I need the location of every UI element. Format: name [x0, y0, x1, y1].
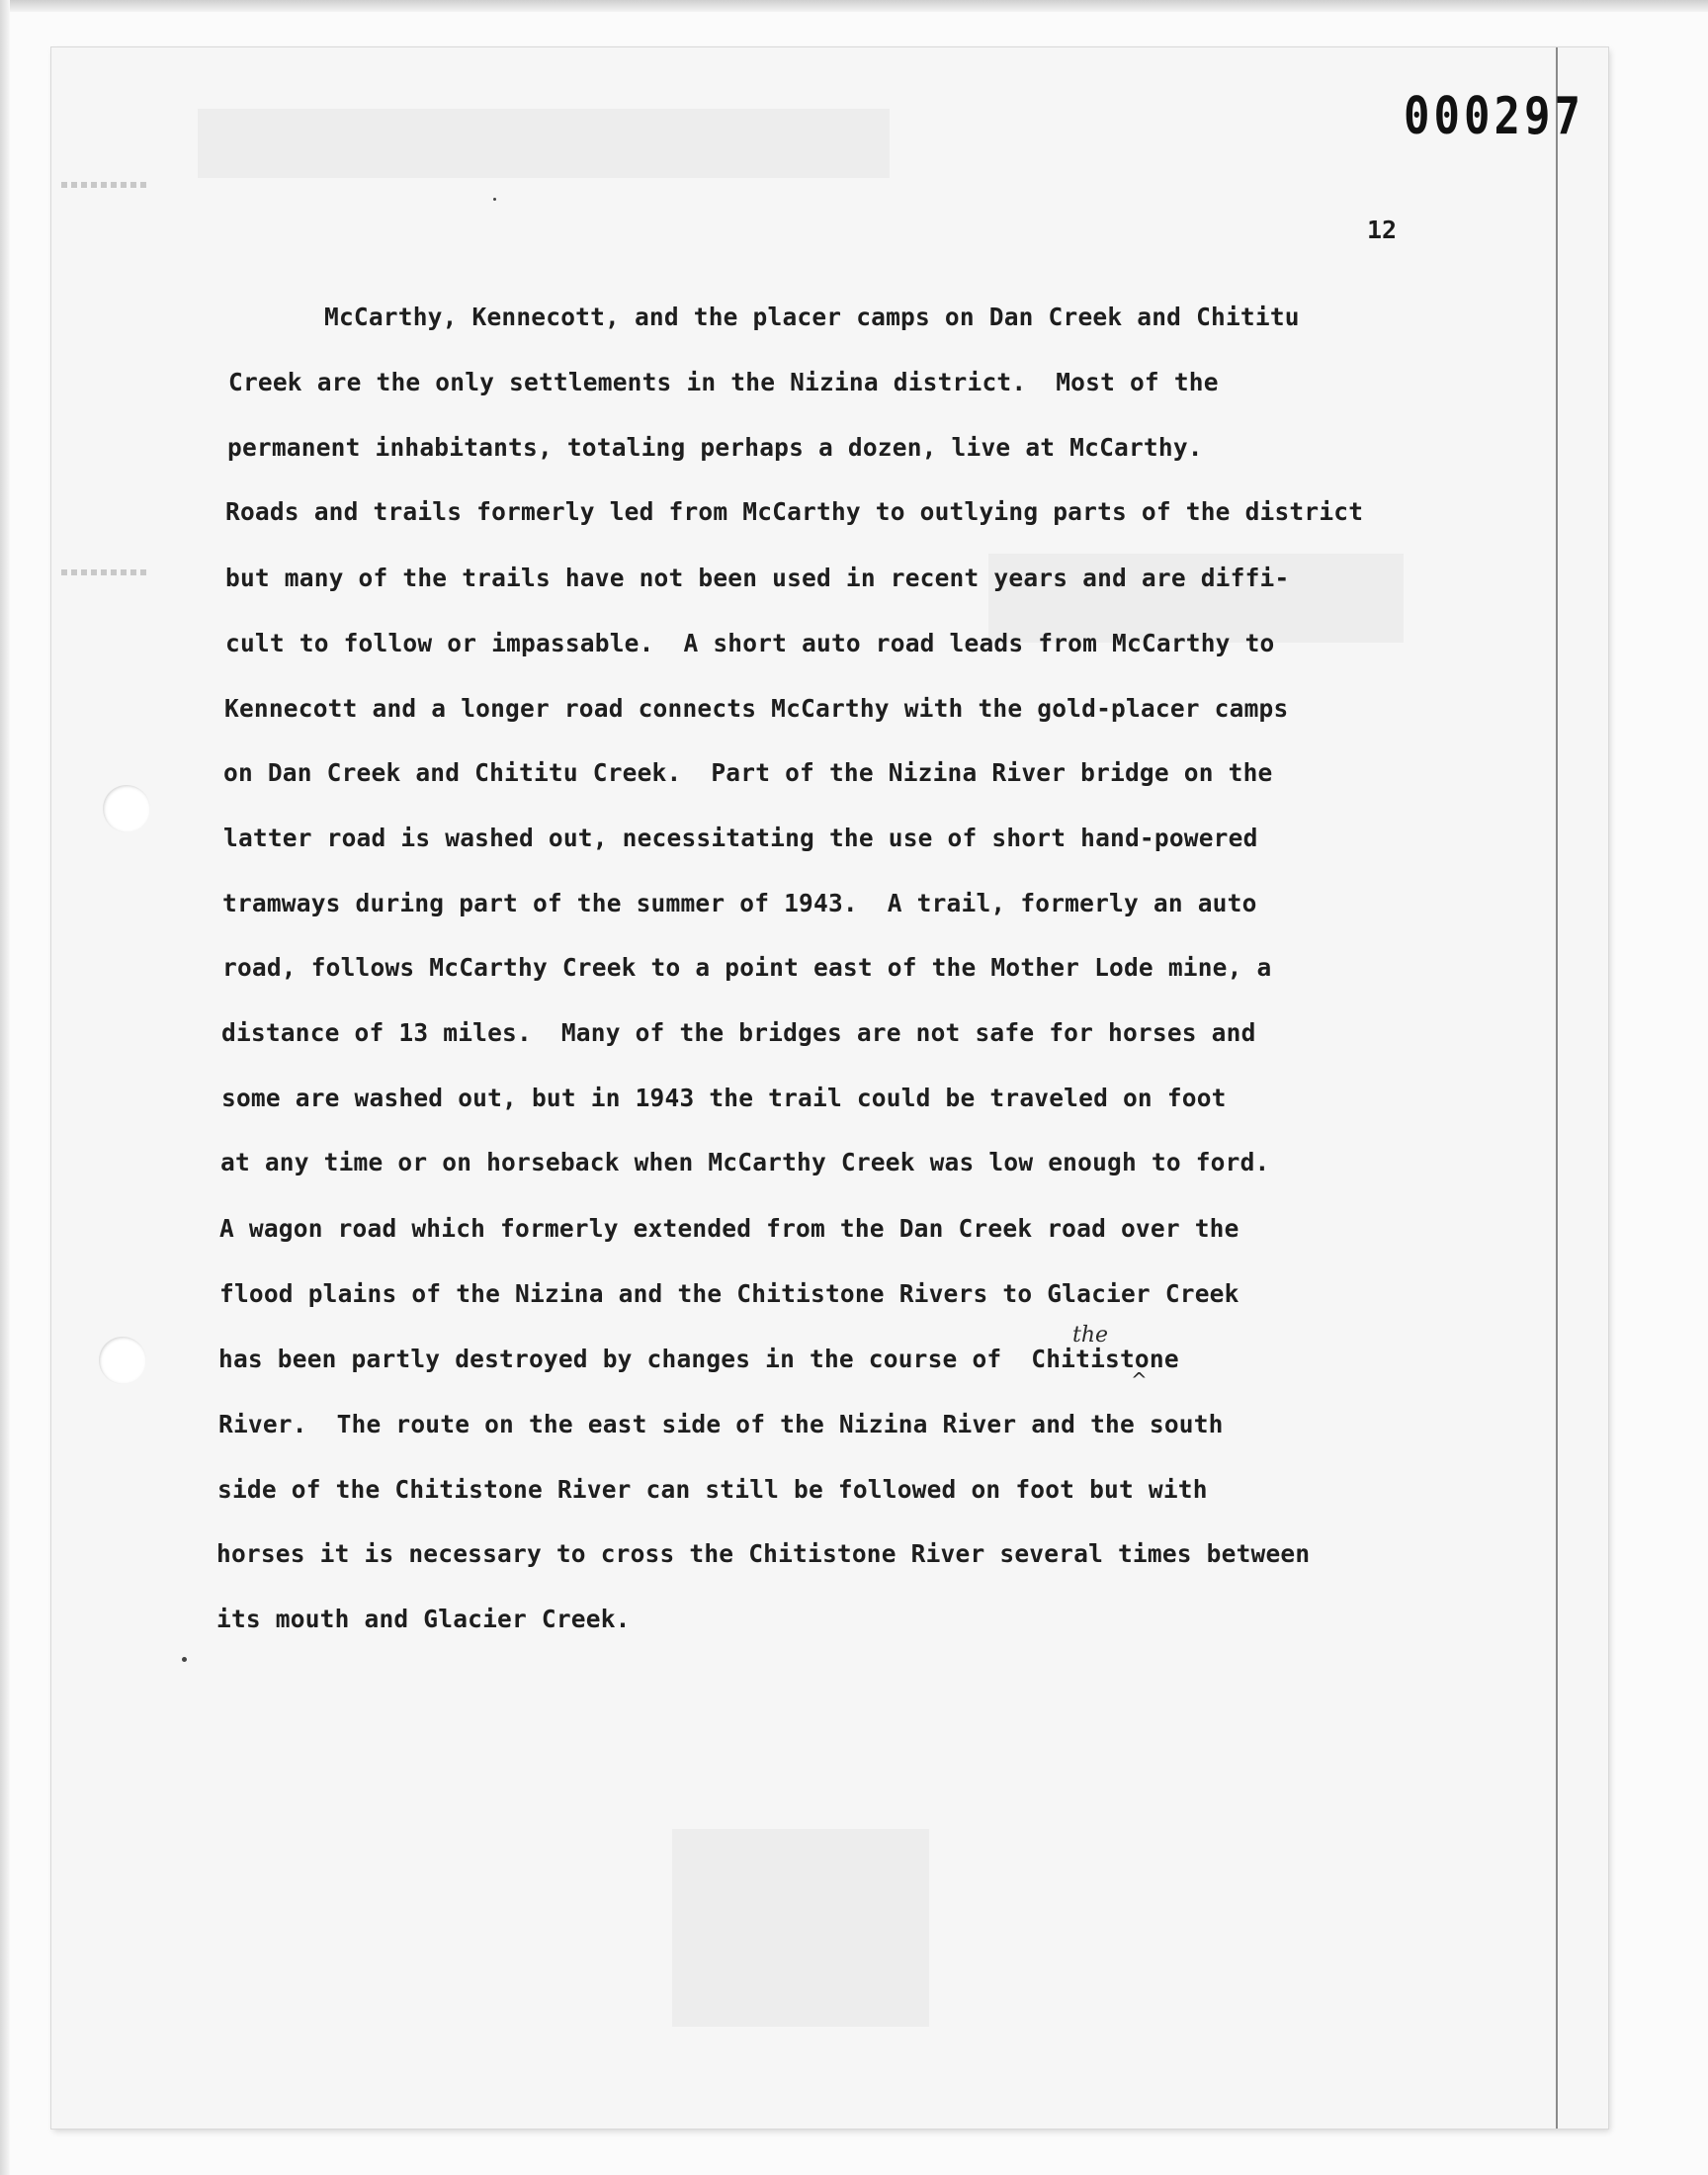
text-line: cult to follow or impassable. A short auto road leads from McCarthy to	[225, 629, 1275, 657]
text-line: but many of the trails have not been used in recent years and are diffi-	[225, 564, 1290, 592]
text-line: Roads and trails formerly led from McCarthy to outlying parts of the district	[225, 497, 1364, 526]
scanner-top-edge	[0, 0, 1708, 12]
text-line: distance of 13 miles. Many of the bridges are not safe for horses and	[221, 1018, 1256, 1047]
text-line: McCarthy, Kennecott, and the placer camps on Dan Creek and Chititu	[324, 303, 1300, 331]
text-line: horses it is necessary to cross the Chitistone River several times between	[216, 1539, 1311, 1568]
stray-ink-dot	[182, 1657, 187, 1662]
scanner-left-edge	[0, 0, 10, 2175]
insertion-caret-mark: ^	[1131, 1368, 1148, 1392]
text-line: on Dan Creek and Chititu Creek. Part of the Nizina River bridge on the	[223, 758, 1273, 787]
text-line: A wagon road which formerly extended from the Dan Creek road over the	[219, 1214, 1239, 1243]
text-line: its mouth and Glacier Creek.	[216, 1605, 631, 1633]
margin-dash-mark	[61, 182, 150, 188]
text-line: some are washed out, but in 1943 the trail could be traveled on foot	[221, 1084, 1227, 1112]
text-line: permanent inhabitants, totaling perhaps a dozen, live at McCarthy.	[227, 433, 1203, 462]
page-right-edge	[1556, 47, 1558, 2129]
handwritten-insertion: the	[1072, 1323, 1109, 1348]
binder-punch-hole	[99, 1337, 146, 1384]
text-line: has been partly destroyed by changes in the course of Chitistone	[218, 1345, 1179, 1373]
page-number: 12	[1367, 216, 1398, 244]
text-line: road, follows McCarthy Creek to a point east of the Mother Lode mine, a	[222, 953, 1272, 982]
text-line: tramways during part of the summer of 1943. A trail, formerly an auto	[222, 889, 1257, 917]
archive-stamp-number: 000297	[1404, 87, 1584, 147]
text-line: at any time or on horseback when McCarthy Creek was low enough to ford.	[220, 1148, 1270, 1176]
stray-ink-dot	[493, 198, 496, 201]
text-line: Creek are the only settlements in the Nizina district. Most of the	[228, 368, 1219, 396]
text-line: River. The route on the east side of the Nizina River and the south	[218, 1410, 1224, 1438]
text-line: side of the Chitistone River can still be followed on foot but with	[217, 1475, 1208, 1504]
text-line: latter road is washed out, necessitating the use of short hand-powered	[223, 824, 1258, 852]
text-line: flood plains of the Nizina and the Chitistone Rivers to Glacier Creek	[219, 1279, 1239, 1308]
bleed-through-shading	[672, 1829, 929, 2027]
text-line: Kennecott and a longer road connects McCarthy with the gold-placer camps	[224, 694, 1289, 723]
margin-dash-mark	[61, 569, 150, 575]
binder-punch-hole	[103, 785, 150, 832]
bleed-through-shading	[198, 109, 890, 178]
